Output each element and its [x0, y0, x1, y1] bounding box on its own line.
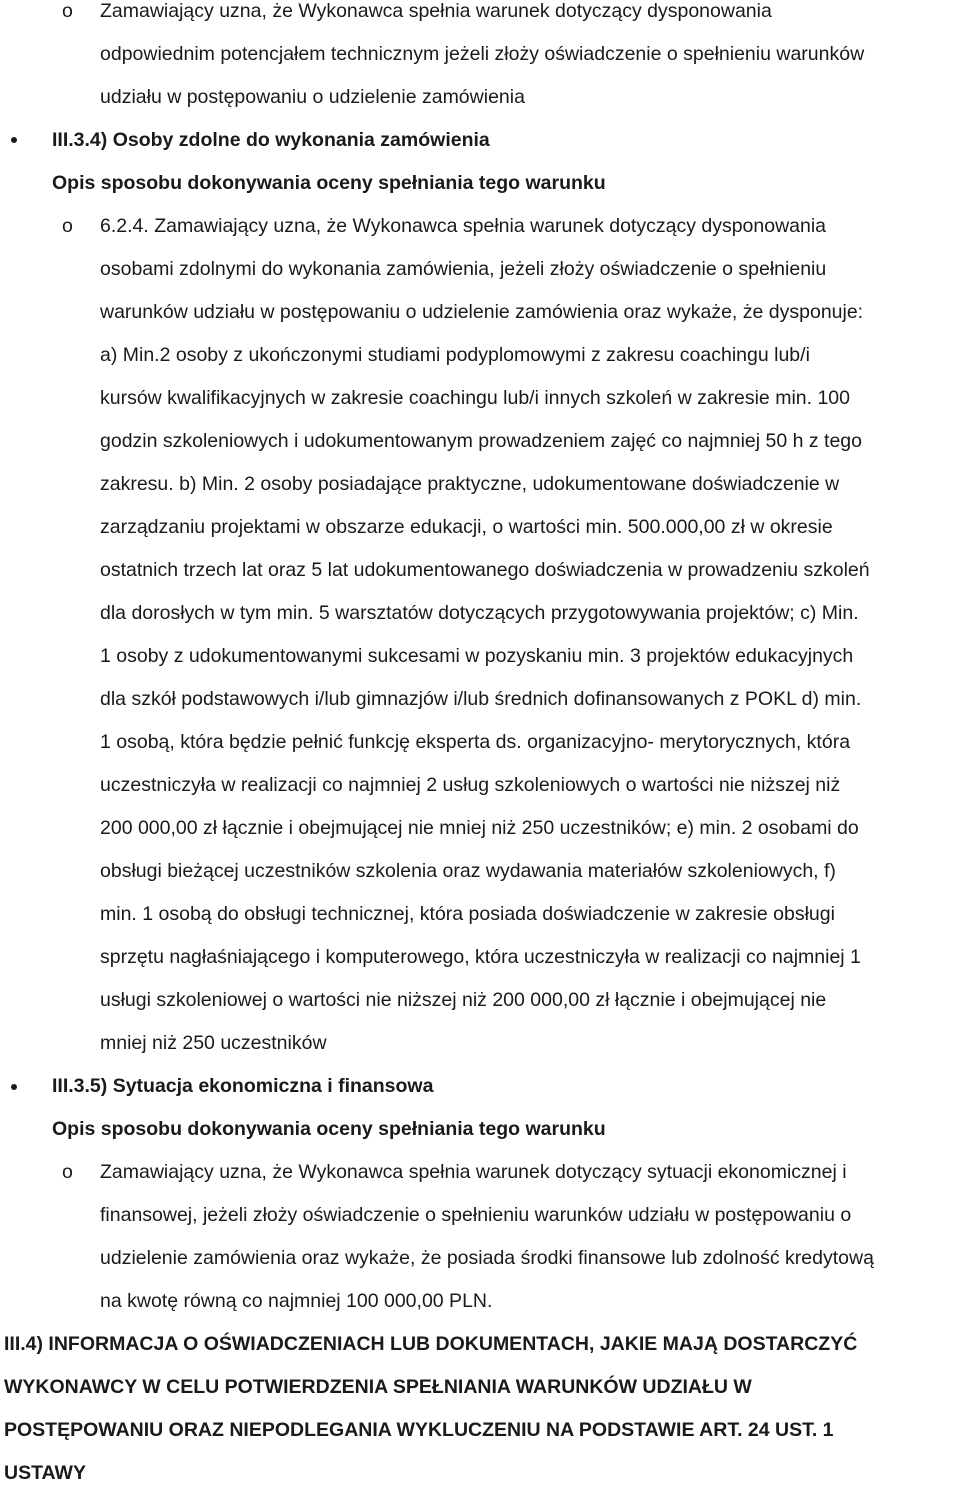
paragraph-line: dla dorosłych w tym min. 5 warsztatów dotyczących przygotowywania projektów; c) Min. [100, 602, 859, 624]
paragraph-line: Zamawiający uzna, że Wykonawca spełnia warunek dotyczący dysponowania [100, 0, 772, 22]
section-heading-line: III.4) INFORMACJA O OŚWIADCZENIACH LUB DOKUMENTACH, JAKIE MAJĄ DOSTARCZYĆ [4, 1333, 858, 1355]
paragraph-line: zarządzaniu projektami w obszarze edukacji, o wartości min. 500.000,00 zł w okresie [100, 516, 833, 538]
paragraph-line: udziału w postępowaniu o udzielenie zamówienia [100, 86, 525, 108]
paragraph-line: dla szkół podstawowych i/lub gimnazjów i/lub średnich dofinansowanych z POKL d) min. [100, 688, 862, 710]
paragraph-line: na kwotę równą co najmniej 100 000,00 PLN. [100, 1290, 493, 1312]
paragraph-line: zakresu. b) Min. 2 osoby posiadające praktyczne, udokumentowane doświadczenie w [100, 473, 840, 495]
paragraph-line: 200 000,00 zł łącznie i obejmującej nie mniej niż 250 uczestników; e) min. 2 osobami do [100, 817, 859, 839]
list-bullet-circle: o [62, 1161, 73, 1183]
paragraph-line: Zamawiający uzna, że Wykonawca spełnia warunek dotyczący sytuacji ekonomicznej i [100, 1161, 847, 1183]
paragraph-line: kursów kwalifikacyjnych w zakresie coachingu lub/i innych szkoleń w zakresie min. 100 [100, 387, 850, 409]
paragraph-line: usługi szkoleniowej o wartości nie niższej niż 200 000,00 zł łącznie i obejmującej nie [100, 989, 827, 1011]
paragraph-line: uczestniczyła w realizacji co najmniej 2 usług szkoleniowych o wartości nie niższej niż [100, 774, 841, 796]
paragraph-line: a) Min.2 osoby z ukończonymi studiami podyplomowymi z zakresu coachingu lub/i [100, 344, 810, 366]
section-subheading: Opis sposobu dokonywania oceny spełniania tego warunku [52, 172, 606, 194]
section-heading-line: WYKONAWCY W CELU POTWIERDZENIA SPEŁNIANIA WARUNKÓW UDZIAŁU W [4, 1376, 752, 1398]
paragraph-line: finansowej, jeżeli złoży oświadczenie o spełnieniu warunków udziału w postępowaniu o [100, 1204, 852, 1226]
section-heading: III.3.4) Osoby zdolne do wykonania zamówienia [52, 129, 490, 151]
paragraph-line: 6.2.4. Zamawiający uzna, że Wykonawca spełnia warunek dotyczący dysponowania [100, 215, 827, 237]
paragraph-line: udzielenie zamówienia oraz wykaże, że posiada środki finansowe lub zdolność kredytową [100, 1247, 874, 1269]
paragraph-line: sprzętu nagłaśniającego i komputerowego, która uczestniczyła w realizacji co najmniej 1 [100, 946, 861, 968]
paragraph-line: osobami zdolnymi do wykonania zamówienia, jeżeli złoży oświadczenie o spełnieniu [100, 258, 827, 280]
list-bullet-disc [11, 1084, 17, 1090]
paragraph-line: 1 osoby z udokumentowanymi sukcesami w pozyskaniu min. 3 projektów edukacyjnych [100, 645, 854, 667]
paragraph-line: min. 1 osobą do obsługi technicznej, która posiada doświadczenie w zakresie obsługi [100, 903, 835, 925]
paragraph-line: odpowiednim potencjałem technicznym jeżeli złoży oświadczenie o spełnieniu warunków [100, 43, 865, 65]
paragraph-line: 1 osobą, która będzie pełnić funkcję eksperta ds. organizacyjno- merytorycznych, która [100, 731, 851, 753]
list-bullet-circle: o [62, 215, 73, 237]
paragraph-line: obsługi bieżącej uczestników szkolenia oraz wydawania materiałów szkoleniowych, f) [100, 860, 836, 882]
section-subheading: Opis sposobu dokonywania oceny spełniania tego warunku [52, 1118, 606, 1140]
paragraph-line: mniej niż 250 uczestników [100, 1032, 327, 1054]
paragraph-line: warunków udziału w postępowaniu o udzielenie zamówienia oraz wykaże, że dysponuje: [100, 301, 864, 323]
list-bullet-circle: o [62, 0, 73, 22]
paragraph-line: godzin szkoleniowych i udokumentowanym prowadzeniem zajęć co najmniej 50 h z tego [100, 430, 862, 452]
section-heading-line: USTAWY [4, 1462, 86, 1484]
section-heading-line: POSTĘPOWANIU ORAZ NIEPODLEGANIA WYKLUCZENIU NA PODSTAWIE ART. 24 UST. 1 [4, 1419, 834, 1441]
paragraph-line: ostatnich trzech lat oraz 5 lat udokumentowanego doświadczenia w prowadzeniu szkoleń [100, 559, 870, 581]
section-heading: III.3.5) Sytuacja ekonomiczna i finansowa [52, 1075, 434, 1097]
list-bullet-disc [11, 137, 17, 143]
